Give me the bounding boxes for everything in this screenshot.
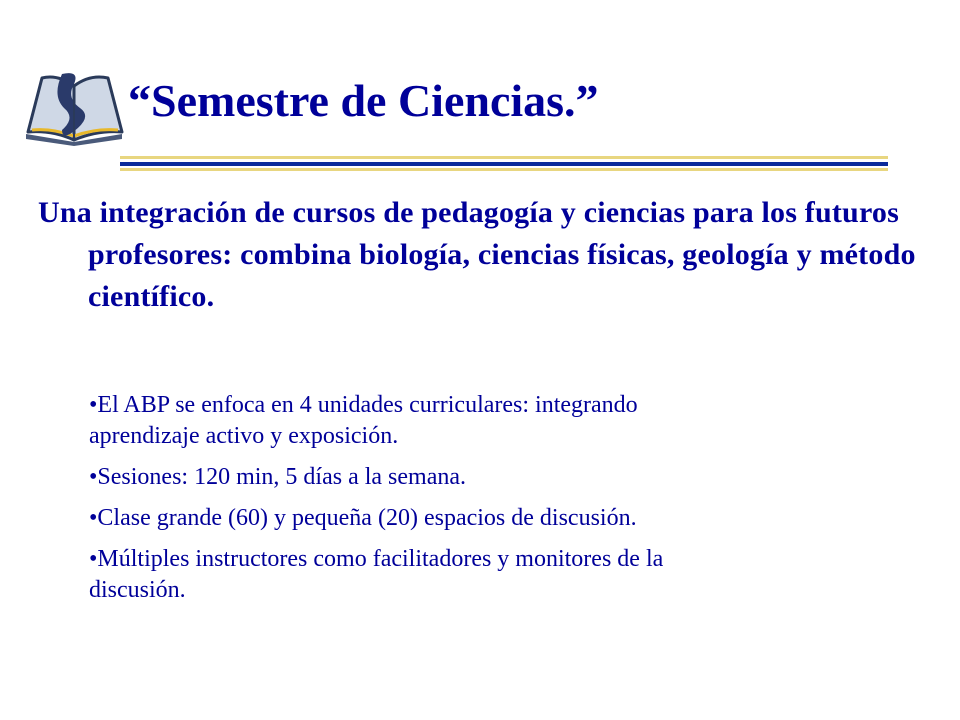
bullet-list (89, 390, 729, 616)
bullet-item: •Múltiples instructores como facilitadores y monitores de la discusión. (89, 546, 664, 603)
bullet-item: •Sesiones: 120 min, 5 días a la semana. (89, 464, 467, 490)
title-rule-gold-bottom (120, 168, 888, 171)
bullet-item: •El ABP se enfoca en 4 unidades curriculares: integrando aprendizaje activo y exposición. (89, 392, 638, 449)
slide-title: “Semestre de Ciencias.” (128, 75, 599, 126)
open-book-icon (22, 68, 128, 146)
title-rule-gold-top (120, 156, 888, 159)
bullet-item: •Clase grande (60) y pequeña (20) espacios de discusión. (89, 505, 637, 531)
lead-paragraph: Una integración de cursos de pedagogía y ciencias para los futuros profesores: combina biología, ciencias físicas, geología y método científico. (38, 196, 916, 313)
title-rule-blue (120, 162, 888, 166)
